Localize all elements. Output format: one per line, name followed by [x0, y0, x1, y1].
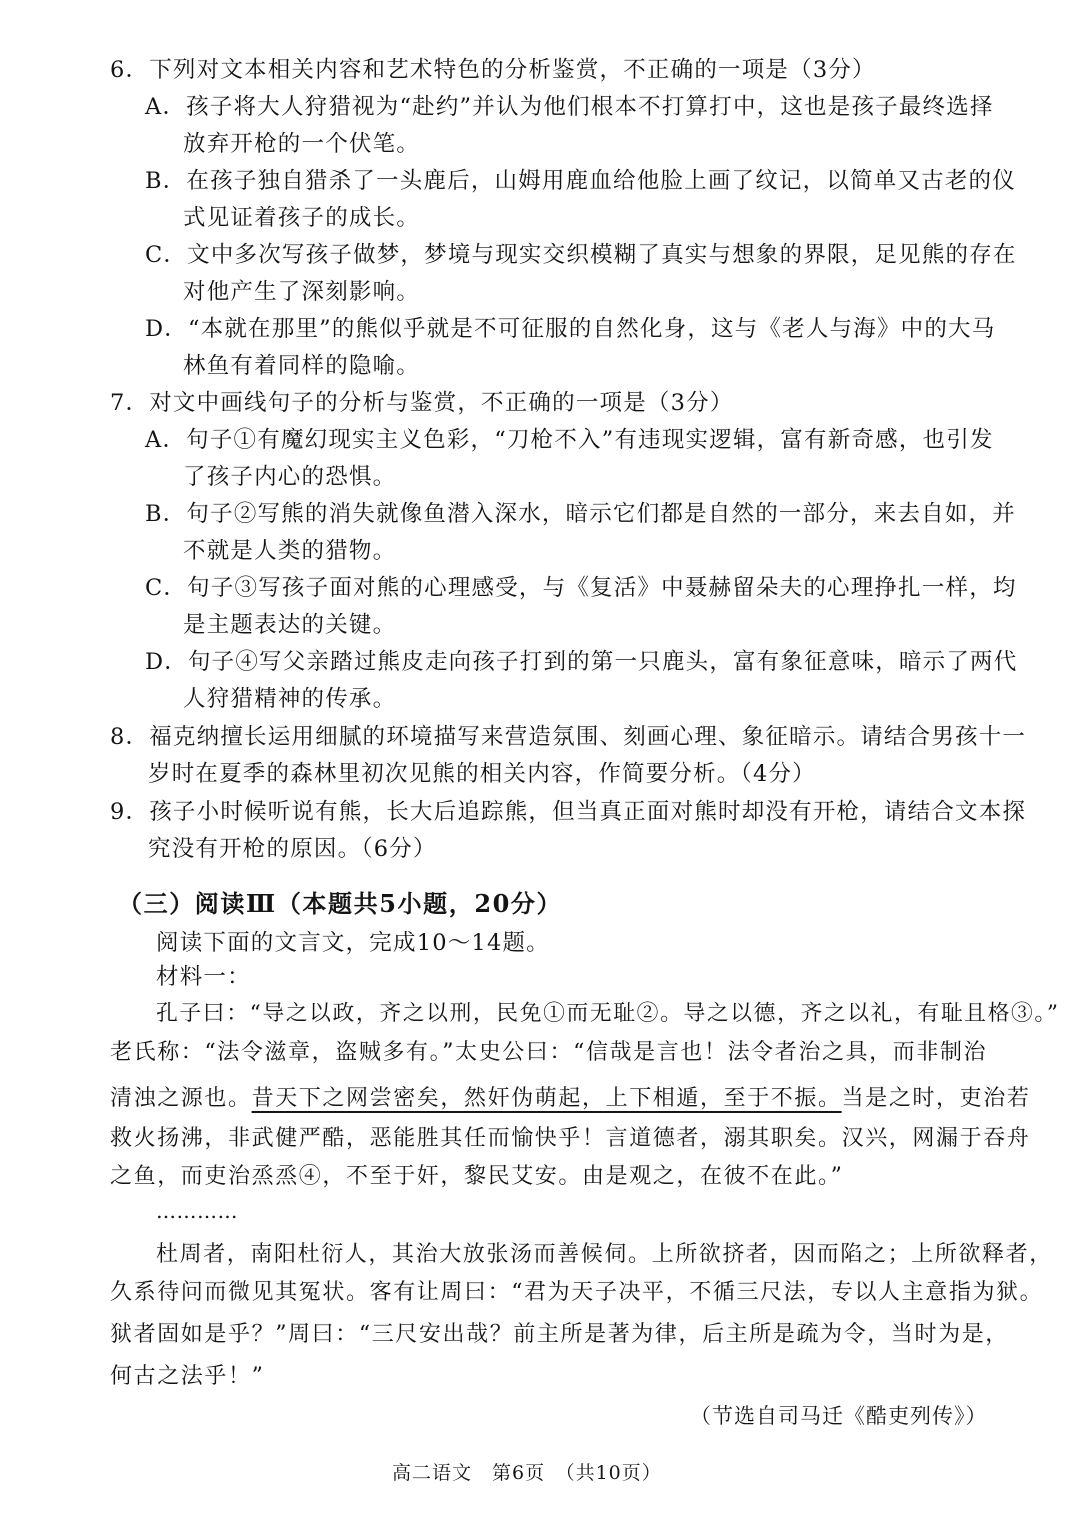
question-7-option-d-line2: 人狩猎精神的传承。: [183, 686, 397, 712]
passage1-line5: 之鱼，而吏治烝烝④，不至于奸，黎民艾安。由是观之，在彼不在此。”: [110, 1164, 844, 1189]
passage1-line3-suffix: 当是之时，吏治若: [841, 1086, 1031, 1111]
question-7-option-d-line1: D．句子④写父亲踏过熊皮走向孩子打到的第一只鹿头，富有象征意味，暗示了两代: [145, 649, 1018, 675]
section-3-intro: 阅读下面的文言文，完成10～14题。: [156, 930, 550, 956]
passage1-line3-prefix: 清浊之源也。: [110, 1086, 252, 1111]
question-9-line1: 9．孩子小时候听说有熊，长大后追踪熊，但当真正面对熊时却没有开枪，请结合文本探: [110, 799, 1027, 825]
question-7-option-b-line1: B．句子②写熊的消失就像鱼潜入深水，暗示它们都是自然的一部分，来去自如，并: [145, 501, 1016, 527]
ellipsis: …………: [156, 1199, 238, 1223]
question-6-option-a-line1: A．孩子将大人狩猎视为“赴约”并认为他们根本不打算打中，这也是孩子最终选择: [145, 94, 994, 120]
passage1-line1: 孔子曰：“导之以政，齐之以刑，民免①而无耻②。导之以德，齐之以礼，有耻且格③。”: [156, 1001, 1060, 1026]
passage1-line4: 救火扬沸，非武健严酷，恶能胜其任而愉快乎！言道德者，溺其职矣。汉兴，网漏于吞舟: [110, 1126, 1031, 1151]
section-3-heading: （三）阅读Ⅲ（本题共5小题，20分）: [118, 889, 563, 918]
passage2-line3: 狱者固如是乎？”周曰：“三尺安出哉？前主所是著为律，后主所是疏为令，当时为是，: [110, 1322, 1009, 1347]
passage2-line2: 久系待问而微见其冤状。客有让周曰：“君为天子决平，不循三尺法，专以人主意指为狱。: [110, 1280, 1044, 1305]
underlined-sentence: 昔天下之网尝密矣，然奸伪萌起，上下相遁，至于不振。: [251, 1086, 842, 1111]
question-6-stem: 6．下列对文本相关内容和艺术特色的分析鉴赏，不正确的一项是（3分）: [110, 57, 876, 83]
question-6-option-c-line1: C．文中多次写孩子做梦，梦境与现实交织模糊了真实与想象的界限，足见熊的存在: [145, 242, 1017, 268]
question-7-option-c-line1: C．句子③写孩子面对熊的心理感受，与《复活》中聂赫留朵夫的心理挣扎一样，均: [145, 575, 1017, 601]
material-one-label: 材料一：: [156, 964, 251, 990]
question-6-option-c-line2: 对他产生了深刻影响。: [183, 279, 421, 305]
question-7-option-a-line2: 了孩子内心的恐惧。: [183, 464, 397, 490]
question-6-option-a-line2: 放弃开枪的一个伏笔。: [183, 131, 421, 157]
passage1-line3: [110, 1084, 1030, 1114]
question-8-line2: 岁时在夏季的森林里初次见熊的相关内容，作简要分析。（4分）: [148, 761, 816, 787]
question-7-option-b-line2: 不就是人类的猎物。: [183, 538, 397, 564]
page-footer: 高二语文 第6页 （共10页）: [392, 1462, 662, 1484]
question-6-option-d-line1: D．“本就在那里”的熊似乎就是不可征服的自然化身，这与《老人与海》中的大马: [145, 316, 996, 342]
passage1-line2: 老氏称：“法令滋章，盗贼多有。”太史公曰：“信哉是言也！法令者治之具，而非制治: [110, 1040, 988, 1065]
question-7-stem: 7．对文中画线句子的分析与鉴赏，不正确的一项是（3分）: [110, 390, 734, 416]
question-6-option-b-line2: 式见证着孩子的成长。: [183, 205, 421, 231]
passage2-line4: 何古之法乎！”: [110, 1364, 265, 1389]
question-9-line2: 究没有开枪的原因。（6分）: [148, 836, 437, 862]
passage2-line1: 杜周者，南阳杜衍人，其治大放张汤而善候伺。上所欲挤者，因而陷之；上所欲释者，: [156, 1242, 1053, 1267]
question-8-line1: 8．福克纳擅长运用细腻的环境描写来营造氛围、刻画心理、象征暗示。请结合男孩十一: [110, 724, 1027, 750]
question-6-option-b-line1: B．在孩子独自猎杀了一头鹿后，山姆用鹿血给他脸上画了纹记，以简单又古老的仪: [145, 168, 1016, 194]
question-6-option-d-line2: 林鱼有着同样的隐喻。: [183, 353, 421, 379]
question-7-option-a-line1: A．句子①有魔幻现实主义色彩，“刀枪不入”有违现实逻辑，富有新奇感，也引发: [145, 427, 994, 453]
question-7-option-c-line2: 是主题表达的关键。: [183, 612, 397, 638]
source-citation: （节选自司马迁《酷吏列传》）: [690, 1404, 988, 1428]
